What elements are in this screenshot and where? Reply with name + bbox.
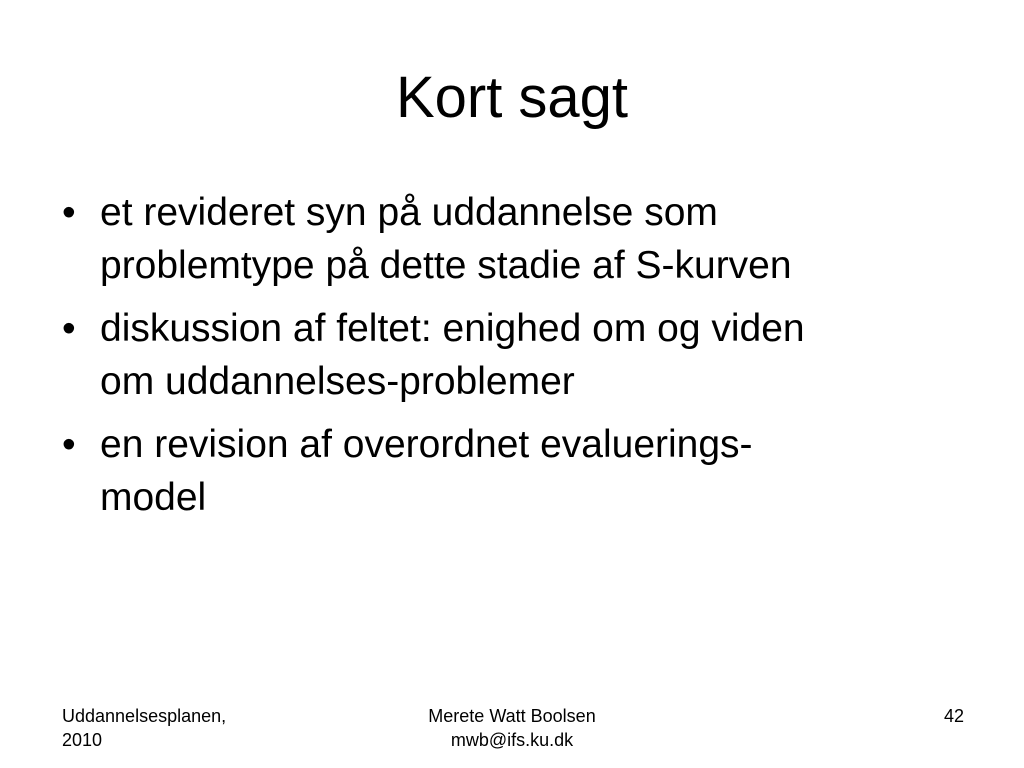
bullet-line: en revision af overordnet evaluerings- <box>100 423 753 466</box>
bullet-line: diskussion af feltet: enighed om og viden <box>100 307 805 350</box>
footer-center <box>362 704 662 752</box>
bullet-dot-icon: • <box>62 423 76 466</box>
author-email: mwb@ifs.ku.dk <box>450 730 574 750</box>
footer-left <box>62 704 282 752</box>
bullet-list <box>62 186 962 534</box>
bullet-dot-icon: • <box>62 191 76 234</box>
footer-left-line: 2010 <box>62 730 103 750</box>
bullet-item <box>62 418 962 524</box>
bullet-item <box>62 186 962 292</box>
bullet-dot-icon: • <box>62 307 76 350</box>
slide-title: Kort sagt <box>395 65 629 130</box>
bullet-line: problemtype på dette stadie af S-kurven <box>100 244 792 287</box>
bullet-line: model <box>100 476 207 519</box>
bullet-line: et revideret syn på uddannelse som <box>100 191 718 234</box>
page-number: 42 <box>943 706 964 726</box>
footer-left-line: Uddannelsesplanen, <box>62 706 227 726</box>
bullet-line: om uddannelses-problemer <box>100 360 575 403</box>
author-name: Merete Watt Boolsen <box>428 706 596 726</box>
bullet-item <box>62 302 962 408</box>
